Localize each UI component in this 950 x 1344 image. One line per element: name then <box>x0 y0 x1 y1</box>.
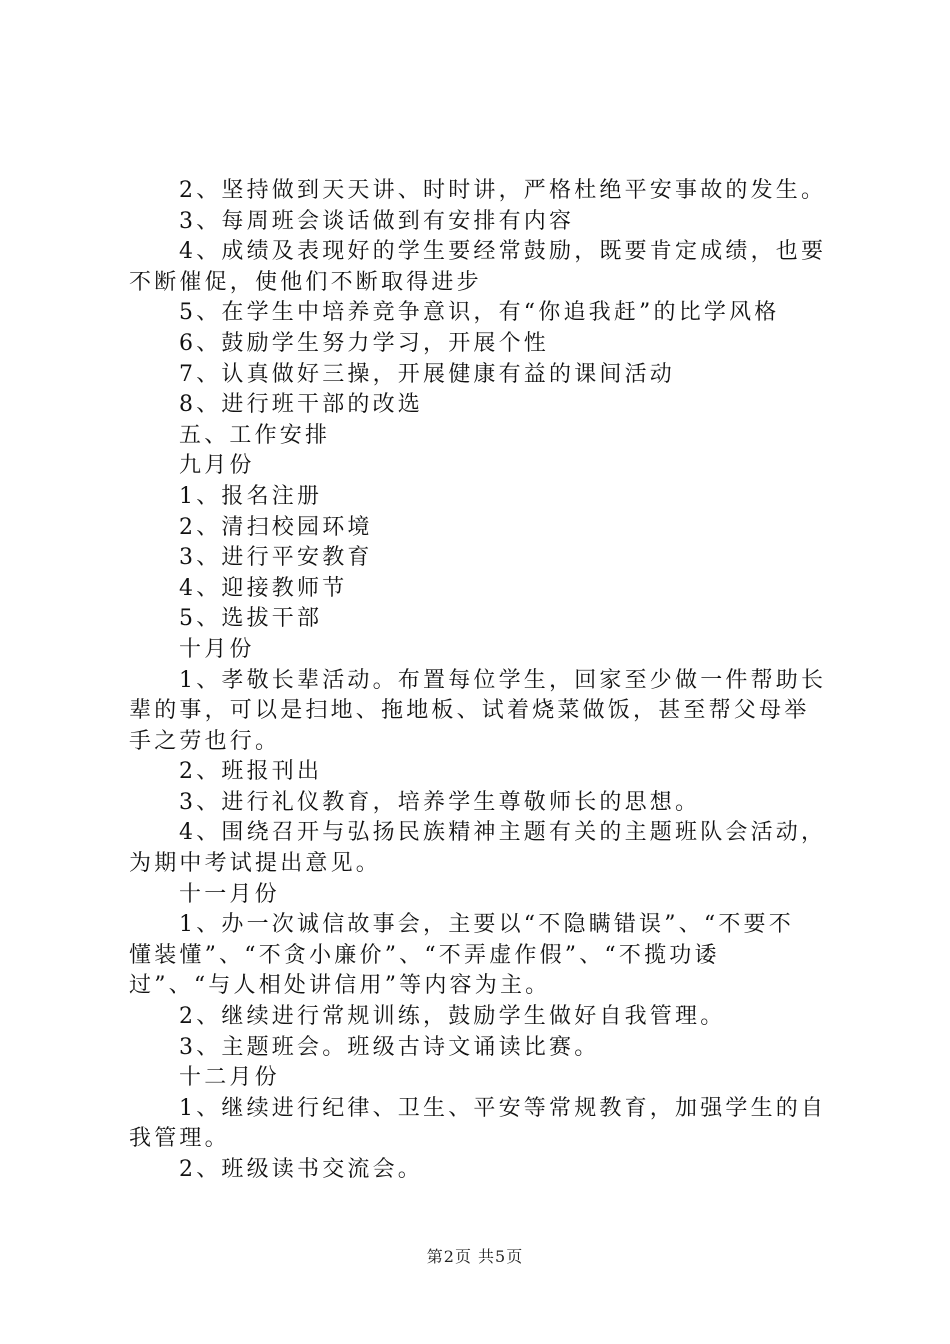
paragraph-line: 我管理。 <box>129 1126 230 1152</box>
document-body <box>129 176 829 1186</box>
paragraph-line: 4、成绩及表现好的学生要经常鼓励，既要肯定成绩，也要 <box>179 239 827 265</box>
paragraph-line: 2、继续进行常规训练，鼓励学生做好自我管理。 <box>179 1004 726 1030</box>
paragraph-line: 不断催促，使他们不断取得进步 <box>129 269 482 295</box>
paragraph-line: 3、主题班会。班级古诗文诵读比赛。 <box>179 1034 600 1060</box>
month-heading: 十一月份 <box>179 881 280 907</box>
paragraph-line: 4、围绕召开与弘扬民族精神主题有关的主题班队会活动， <box>179 820 827 846</box>
paragraph-line: 7、认真做好三操，开展健康有益的课间活动 <box>179 361 675 387</box>
paragraph-line: 1、办一次诚信故事会，主要以“不隐瞒错误”、“不要不 <box>179 912 794 938</box>
paragraph-line: 1、报名注册 <box>179 483 323 509</box>
paragraph-line: 4、迎接教师节 <box>179 575 348 601</box>
paragraph-line: 3、进行平安教育 <box>179 545 373 571</box>
paragraph-line: 5、选拔干部 <box>179 606 323 632</box>
paragraph-line: 3、每周班会谈话做到有安排有内容 <box>179 208 575 234</box>
paragraph-line: 3、进行礼仪教育，培养学生尊敬师长的思想。 <box>179 789 701 815</box>
paragraph-line: 2、班级读书交流会。 <box>179 1157 423 1182</box>
paragraph-line: 过”、“与人相处讲信用”等内容为主。 <box>129 973 551 999</box>
paragraph-line: 5、在学生中培养竞争意识，有“你追我赶”的比学风格 <box>179 300 780 326</box>
paragraph-line: 1、继续进行纪律、卫生、平安等常规教育，加强学生的自 <box>179 1095 827 1121</box>
page-number-label: 第2页 共5页 <box>426 1247 524 1266</box>
month-heading: 十二月份 <box>179 1065 280 1091</box>
paragraph-line: 2、清扫校园环境 <box>179 514 373 540</box>
paragraph-line: 为期中考试提出意见。 <box>129 851 382 877</box>
page-footer <box>0 1244 950 1267</box>
month-heading: 九月份 <box>179 453 255 479</box>
paragraph-line: 手之劳也行。 <box>129 728 281 754</box>
paragraph-line: 8、进行班干部的改选 <box>179 392 423 418</box>
paragraph-line: 1、孝敬长辈活动。布置每位学生，回家至少做一件帮助长 <box>179 667 827 693</box>
paragraph-line: 辈的事，可以是扫地、拖地板、试着烧菜做饭，甚至帮父母举 <box>129 698 810 724</box>
section-heading: 五、工作安排 <box>179 422 331 448</box>
paragraph-line: 6、鼓励学生努力学习，开展个性 <box>179 330 549 356</box>
paragraph-line: 懂装懂”、“不贪小廉价”、“不弄虚作假”、“不揽功诿 <box>129 942 720 968</box>
paragraph-line: 2、坚持做到天天讲、时时讲，严格杜绝平安事故的发生。 <box>179 178 827 203</box>
paragraph-line: 2、班报刊出 <box>179 759 323 785</box>
month-heading: 十月份 <box>179 636 255 662</box>
